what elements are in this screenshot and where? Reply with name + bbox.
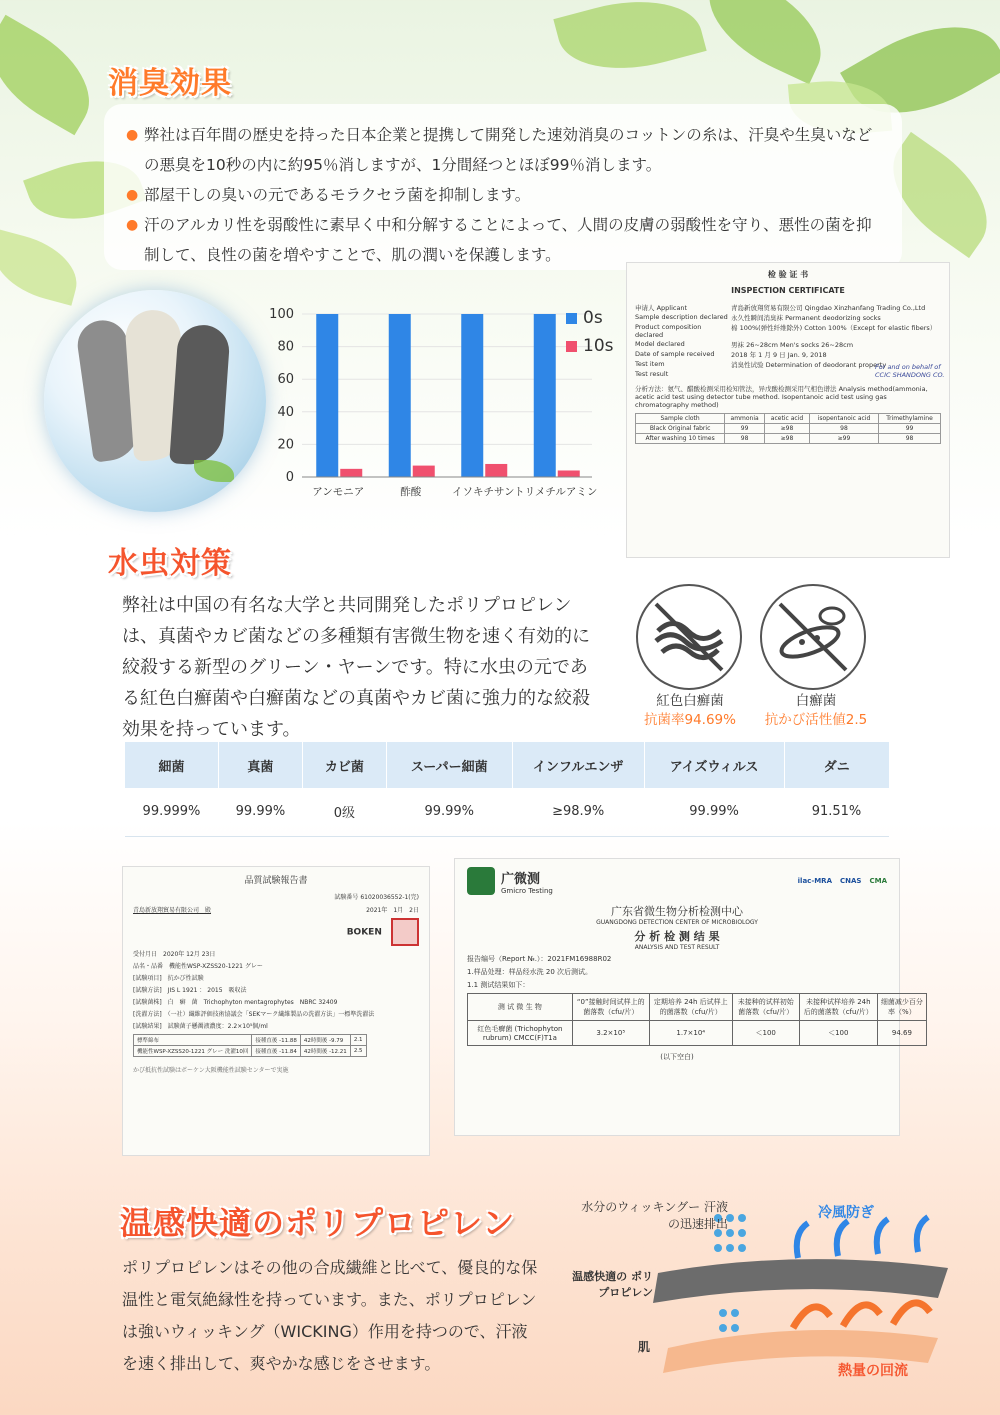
report-date: 2021年 1月 2日	[366, 907, 419, 914]
report-line: [試験結果] 試験菌子懸濁液濃度：2.2×10⁵個/ml	[133, 1023, 268, 1030]
report-result-title: 分 析 检 测 结 果	[634, 930, 720, 943]
report-number: 試験番号 61020036552-1(完)	[334, 894, 419, 901]
y-tick-label: 100	[269, 307, 294, 322]
legend-swatch-icon	[566, 313, 577, 324]
microbiology-test-report	[454, 858, 923, 1136]
certificate-method: 分析方法：氨气、醋酸检测采用检知管法，异戊酸检测采用气相色谱法 Analysis method(ammonia, acetic acid test using detector tube method. Isopentanoic acid test using gas chromatography method)	[635, 385, 928, 409]
table-cell: 0级	[302, 788, 386, 836]
table-header-cell: 細菌	[125, 742, 219, 788]
x-tick-label: トリメチルアミン	[514, 486, 598, 498]
athletes-foot-body: 弊社は中国の有名な大学と共同開発したポリプロピレンは、真菌やカビ菌などの多種類有害微生物を速く有効的に絞殺する新型のグリーン・ヤーンです。特に水虫の元である紅色白癬菌や白癬菌などの真菌やカビ菌に強力的な絞殺効果を持っています。	[122, 595, 590, 740]
bullet-dot-icon: ●	[126, 217, 139, 233]
antibacterial-table	[124, 742, 889, 837]
bullet-text: 汗のアルカリ性を弱酸性に素早く中和分解することによって、人間の皮膚の弱酸性を守り、悪性の菌を抑制して、良性の菌を増やすことで、肌の潤いを保護します。	[144, 216, 872, 264]
report-no: 报告编号（Report №.）：2021FM16988R02	[467, 955, 612, 963]
bar-10s-2	[485, 464, 507, 477]
section-title-athletes-foot: 水虫対策	[108, 546, 232, 581]
deodorant-card	[104, 104, 902, 270]
y-tick-label: 0	[285, 470, 294, 485]
table-header-cell: アイズウィルス	[644, 742, 784, 788]
bullet-dot-icon: ●	[126, 127, 139, 143]
report-line: 1.样品处理：样品经水洗 20 次后测试。	[467, 968, 593, 976]
seal-stamp-icon	[391, 918, 419, 946]
bar-10s-0	[340, 469, 362, 477]
report-line: 品名・品番 機能性WSP-XZSS20-1221 グレー	[133, 963, 263, 970]
report-result-en: ANALYSIS AND TEST RESULT	[634, 944, 720, 951]
bullet-text: 弊社は百年間の歴史を持った日本企業と提携して開発した速効消臭のコットンの糸は、汗臭や生臭いなどの悪臭を10秒の内に約95％消しますが、1分間経つとほぼ99％消します。	[144, 126, 873, 174]
bar-10s-1	[413, 466, 435, 477]
report-line: [試験方法] JIS L 1921 ： 2015 吸収法	[133, 987, 247, 994]
cma-logo: CMA	[869, 877, 887, 885]
wicking-diagram	[568, 1188, 988, 1388]
report-jp-table: 標準綿布 接種直後 -11.88 42時間後 -9.79 2.1 機能性WSP-XZSS20-1221 グレー 洗濯10回 接種直後 -11.84 42時間後 -12.21 2.5	[133, 1034, 367, 1057]
table-header-cell: カビ菌	[302, 742, 386, 788]
bar-0s-3	[534, 314, 556, 477]
report-org: BOKEN	[133, 918, 419, 946]
report-client: 青島新放翔貿易有限公司 殿	[133, 907, 212, 914]
certificate-row: Model declared 男袜 26~28cm Men's socks 26~28cm	[635, 340, 854, 349]
bar-0s-2	[461, 314, 483, 477]
table-cell: 99.999%	[125, 788, 219, 836]
certificate-title-cn: 检 验 证 书	[767, 270, 809, 279]
legend-swatch-icon	[566, 341, 577, 352]
x-tick-label: イソキチサン	[452, 486, 515, 498]
layer-label: 温感快適の ポリプロピレン	[572, 1270, 653, 1299]
bar-0s-0	[316, 314, 338, 477]
no-bacteria-icon	[760, 584, 866, 690]
socks-globe-image	[44, 290, 266, 512]
certificate-stamp: For and on behalf of CCIC SHANDONG CO.	[875, 363, 945, 379]
x-tick-label: アンモニア	[312, 486, 365, 498]
table-header-cell: スーパー細菌	[386, 742, 512, 788]
table-cell: 99.99%	[218, 788, 302, 836]
report-cn-table: 测 试 微 生 物 “0”接触时间试样上的菌落数（cfu/片） 定期培养 24h 后试样上的菌落数（cfu/片） 未接种的试样初始菌落数（cfu/片） 未接种试样培养 24h 后的菌落数（cfu/片） 细菌减少百分率（%） 红色毛癣菌 (Trichophyton rubrum) CMCC(F)T1a 3.2×10⁵ 1.7×10⁴ ＜100 ＜100 94.69	[467, 993, 927, 1046]
table-cell: 91.51%	[784, 788, 889, 836]
x-tick-label: 酢酸	[400, 486, 422, 498]
cool-wind-label: 冷風防ぎ	[818, 1205, 874, 1221]
report-center-en: GUANGDONG DETECTION CENTER OF MICROBIOLOGY	[596, 919, 758, 926]
section-title-polypropylene: 温感快適のポリプロピレン	[120, 1204, 516, 1242]
report-brand: 广微测	[501, 871, 541, 887]
report-title: 品質試験報告書	[244, 876, 308, 886]
certificate-row: Product composition declared 棉 100%(弹性纤维除外) Cotton 100%（Except for elastic fibers）	[635, 323, 937, 339]
quality-test-report	[122, 866, 430, 1156]
table-cell: 99.99%	[644, 788, 784, 836]
certificate-title-en: INSPECTION CERTIFICATE	[731, 286, 845, 295]
no-fungus-icon	[636, 584, 742, 690]
report-line: 1.1 测试结果如下：	[467, 981, 530, 989]
heat-return-label: 熱量の回流	[838, 1363, 908, 1379]
certificate-row: Test result	[635, 370, 669, 378]
legend-label: 0s	[583, 308, 603, 328]
section-title-deodorant: 消臭効果	[108, 66, 232, 101]
y-tick-label: 40	[277, 404, 294, 420]
bullet-item	[126, 180, 880, 210]
report-line: [試験菌株] 白 癬 菌 Trichophyton mentagrophytes NBRC 32409	[133, 999, 338, 1006]
report-line: 受付月日 2020年 12月 23日	[133, 951, 216, 958]
bullet-item	[126, 120, 880, 180]
report-line: [洗濯方法] （一社）繊維評価技術協議会「SEKマーク繊維製品の洗濯方法」一標準洗濯法	[133, 1011, 375, 1018]
legend-label: 10s	[583, 336, 614, 356]
report-blank: (以下空白)	[660, 1053, 694, 1061]
bullet-text: 部屋干しの臭いの元であるモラクセラ菌を抑制します。	[144, 186, 531, 204]
bar-10s-3	[558, 470, 580, 477]
skin-label: 肌	[638, 1340, 651, 1354]
wicking-label: 水分のウィッキングー 汗液の迅速排出	[581, 1200, 728, 1231]
report-line: [試験項目] 抗かび性試験	[133, 975, 204, 982]
y-tick-label: 80	[277, 339, 294, 355]
certificate-row: 申请人 Applicant 青島新放翔贸易有限公司 Qingdao Xinzhanfang Trading Co.,Ltd	[635, 304, 926, 312]
fungus-label-2: 白癬菌 抗かび活性値2.5	[764, 693, 868, 728]
legend-item-0s	[566, 308, 614, 328]
inspection-certificate	[626, 262, 950, 558]
certificate-row: Date of sample received 2018 年 1 月 9 日 Jan. 9, 2018	[635, 350, 827, 359]
table-header-cell: 真菌	[218, 742, 302, 788]
gmicro-logo-icon	[467, 867, 495, 895]
fungus-label-1: 紅色白癬菌 抗菌率94.69%	[644, 693, 736, 728]
polypropylene-body: ポリプロピレンはその他の合成繊維と比べて、優良的な保温性と電気絶縁性を持っています。また、ポリプロピレンは強いウィッキング（WICKING）作用を持つので、汗液を速く排出して、爽やかな感じをさせます。	[122, 1258, 538, 1373]
bullet-dot-icon: ●	[126, 187, 139, 203]
legend-item-10s	[566, 336, 614, 356]
bullet-item	[126, 210, 880, 270]
table-header-cell: ダニ	[784, 742, 889, 788]
y-tick-label: 20	[277, 437, 294, 453]
report-brand-en: Gmicro Testing	[501, 886, 553, 895]
y-tick-label: 60	[277, 372, 294, 388]
bar-0s-1	[389, 314, 411, 477]
report-footnote: かび抵抗性試験はボーケン大阪機能性試験センターで実施	[133, 1067, 289, 1074]
cnas-logo: CNAS	[840, 877, 862, 885]
table-header-cell: インフルエンザ	[512, 742, 644, 788]
table-cell: ≥98.9%	[512, 788, 644, 836]
report-center: 广东省微生物分析检测中心	[611, 905, 743, 918]
table-row	[125, 788, 890, 836]
certificate-row: Test item 消臭性试验 Determination of deodorant property	[635, 360, 887, 369]
certificate-row: Sample description declared 永久性瞬间消臭袜 Permanent deodorizing socks	[635, 313, 881, 322]
certificate-table: Sample cloth ammonia acetic acid isopentanoic acid Trimethylamine Black Original fabric 99 ≥98 98 99 After washing 10 times 98 ≥98 ≥99 98	[635, 413, 941, 444]
table-header-row	[125, 742, 890, 788]
chart-legend	[566, 308, 614, 364]
ilac-logo: ilac-MRA	[797, 877, 832, 885]
table-cell: 99.99%	[386, 788, 512, 836]
